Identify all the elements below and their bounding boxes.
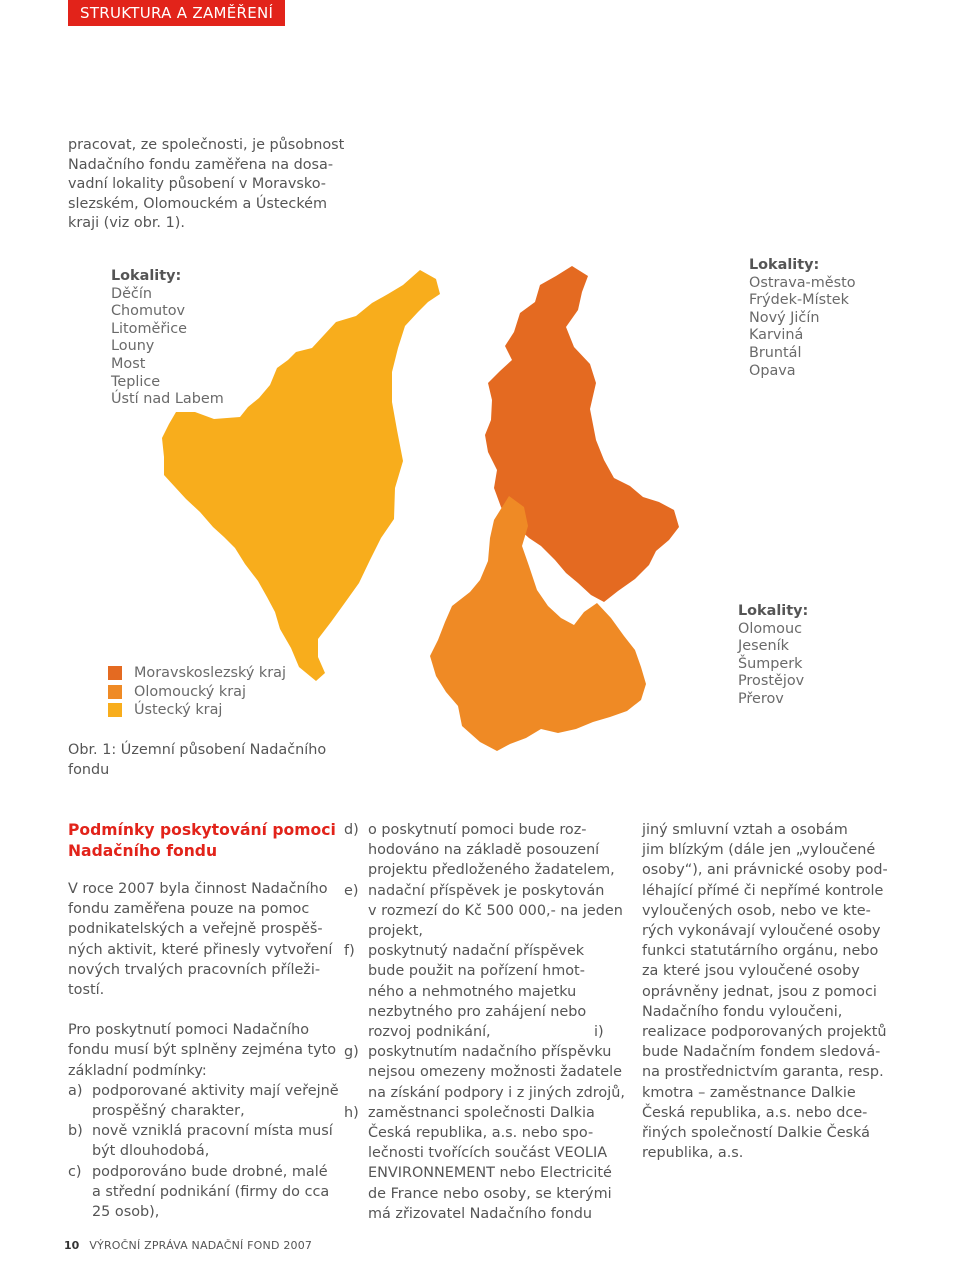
list-marker: a) xyxy=(68,1082,83,1099)
text-line: řiných společností Dalkie Česká xyxy=(642,1125,870,1142)
text-line: ENVIRONNEMENT nebo Electricité xyxy=(368,1165,612,1182)
text-line: být dlouhodobá, xyxy=(92,1143,210,1160)
list-item-continuation xyxy=(618,820,888,1022)
location-item: Jeseník xyxy=(738,638,789,655)
location-item: Chomutov xyxy=(111,303,186,320)
text-line: má zřizovatel Nadačního fondu xyxy=(368,1205,592,1222)
text-line: základní podmínky: xyxy=(68,1062,207,1079)
text-line: léhající přímé či nepřímé kontrole xyxy=(642,882,884,899)
text-line: fondu musí být splněny zejména tyto xyxy=(68,1042,337,1059)
text-line: projektu předloženého žadatelem, xyxy=(368,862,615,879)
legend-swatch xyxy=(108,703,122,717)
text-line: kmotra – zaměstnance Dalkie xyxy=(642,1084,856,1101)
intro-line: kraji (viz obr. 1). xyxy=(68,215,185,232)
text-line: oprávněny jednat, jsou z pomoci xyxy=(642,983,877,1000)
list-item xyxy=(594,1022,887,1163)
text-line: Pro poskytnutí pomoci Nadačního xyxy=(68,1022,310,1039)
text-line: na prostřednictvím garanta, resp. xyxy=(642,1064,884,1081)
text-line: podnikatelských a veřejně prospěš- xyxy=(68,921,323,938)
list-marker: f) xyxy=(344,943,355,960)
list-item xyxy=(344,820,615,881)
list-item xyxy=(344,1042,625,1103)
text-line: podporované aktivity mají veřejně xyxy=(92,1082,339,1099)
list-marker: b) xyxy=(68,1123,83,1140)
text-line: Česká republika, a.s. nebo dce- xyxy=(642,1104,868,1121)
text-line: rých vykonávají vyloučené osoby xyxy=(642,923,881,940)
intro-line: slezském, Olomouckém a Ústeckém xyxy=(68,195,328,212)
location-item: Bruntál xyxy=(749,344,802,361)
list-marker: i) xyxy=(594,1024,604,1041)
text-line: V roce 2007 byla činnost Nadačního xyxy=(68,881,328,897)
legend-item xyxy=(108,701,286,719)
list-marker: c) xyxy=(68,1163,82,1180)
text-column-3 xyxy=(594,820,888,1163)
section-heading xyxy=(68,820,336,861)
list-item xyxy=(344,1103,612,1224)
locations-heading: Lokality: xyxy=(738,603,809,619)
location-item: Šumperk xyxy=(738,655,803,672)
text-line: 25 osob), xyxy=(92,1204,160,1221)
text-line: poskytnutý nadační příspěvek xyxy=(368,943,585,960)
text-line: osoby“), ani právnické osoby pod- xyxy=(642,862,888,879)
list-marker: e) xyxy=(344,882,359,899)
map-legend xyxy=(108,664,286,720)
location-item: Louny xyxy=(111,338,155,355)
text-line: nových trvalých pracovních příleži- xyxy=(68,961,321,978)
text-line: republika, a.s. xyxy=(642,1145,744,1162)
intro-line: vadní lokality působení v Moravsko- xyxy=(68,176,326,193)
legend-swatch xyxy=(108,666,122,680)
location-item: Děčín xyxy=(111,285,152,302)
text-line: vyloučených osob, nebo ve kte- xyxy=(642,902,871,919)
text-line: de France nebo osoby, se kterými xyxy=(368,1185,612,1202)
list-marker: d) xyxy=(344,822,359,838)
text-line: v rozmezí do Kč 500 000,- na jeden xyxy=(368,902,623,919)
location-item: Olomouc xyxy=(738,620,802,637)
paragraph xyxy=(68,879,333,1000)
text-line: nadační příspěvek je poskytován xyxy=(368,882,605,899)
text-line: prospěšný charakter, xyxy=(92,1103,245,1120)
text-line: zaměstnanci společnosti Dalkia xyxy=(368,1104,595,1121)
intro-line: pracovat, ze společnosti, je působnost xyxy=(68,137,345,153)
list-item xyxy=(68,1081,339,1121)
legend-item xyxy=(108,683,286,701)
text-line: jim blízkým (dále jen „vyloučené xyxy=(642,842,876,859)
page-footer xyxy=(64,1239,312,1252)
figure-caption xyxy=(68,740,328,780)
text-column-1 xyxy=(68,820,339,1222)
list-item xyxy=(344,881,623,942)
text-line: hodováno na základě posouzení xyxy=(368,842,600,859)
olomoucky-locations xyxy=(738,603,808,709)
text-line: a střední podnikání (firmy do cca xyxy=(92,1183,330,1200)
caption-line: fondu xyxy=(68,762,110,778)
legend-label: Moravskoslezský kraj xyxy=(134,665,286,681)
locations-heading: Lokality: xyxy=(111,268,182,284)
location-item: Teplice xyxy=(111,373,161,390)
location-item: Most xyxy=(111,355,146,372)
list-item xyxy=(68,1162,330,1223)
legend-label: Ústecký kraj xyxy=(134,702,223,718)
text-line: o poskytnutí pomoci bude roz- xyxy=(368,822,587,838)
caption-line: Obr. 1: Územní působení Nadačního xyxy=(68,742,327,758)
text-line: nově vzniklá pracovní místa musí xyxy=(92,1123,333,1140)
paragraph xyxy=(68,1020,337,1081)
text-line: tostí. xyxy=(68,982,105,999)
text-line: lečnosti tvořících součást VEOLIA xyxy=(368,1145,608,1162)
footer-title: VÝROČNÍ ZPRÁVA NADAČNÍ FOND 2007 xyxy=(89,1239,313,1252)
legend-item xyxy=(108,664,286,682)
location-item: Nový Jičín xyxy=(749,309,820,326)
location-item: Frýdek-Místek xyxy=(749,292,849,309)
text-line: projekt, xyxy=(368,923,423,940)
legend-label: Olomoucký kraj xyxy=(134,683,246,700)
text-line: bude Nadačním fondem sledová- xyxy=(642,1044,881,1061)
text-line: nejsou omezeny možnosti žadatele xyxy=(368,1064,622,1081)
location-item: Opava xyxy=(749,362,796,379)
text-line: nezbytného pro zahájení nebo xyxy=(368,1003,587,1020)
list-item xyxy=(344,941,604,1042)
section-label: STRUKTURA A ZAMĚŘENÍ xyxy=(68,0,285,26)
location-item: Ústí nad Labem xyxy=(111,391,224,408)
location-item: Litoměřice xyxy=(111,320,188,337)
text-line: Nadačního fondu vyloučeni, xyxy=(642,1003,843,1020)
text-line: na získání podpory i z jiných zdrojů, xyxy=(368,1084,625,1101)
text-line: poskytnutím nadačního příspěvku xyxy=(368,1044,612,1061)
text-line: fondu zaměřena pouze na pomoc xyxy=(68,901,310,918)
heading-line: Podmínky poskytování pomoci xyxy=(68,821,336,839)
location-item: Ostrava-město xyxy=(749,274,856,291)
text-line: za které jsou vyloučené osoby xyxy=(642,963,860,980)
text-line: Česká republika, a.s. nebo spo- xyxy=(368,1125,594,1142)
locations-heading: Lokality: xyxy=(749,257,820,273)
text-line: realizace podporovaných projektů xyxy=(642,1024,887,1041)
text-line: podporováno bude drobné, malé xyxy=(92,1163,328,1180)
text-line: jiný smluvní vztah a osobám xyxy=(642,822,848,838)
intro-line: Nadačního fondu zaměřena na dosa- xyxy=(68,156,334,173)
text-line: bude použit na pořízení hmot- xyxy=(368,963,585,980)
page-number: 10 xyxy=(64,1239,80,1252)
legend-swatch xyxy=(108,685,122,699)
list-item-body xyxy=(618,1022,887,1163)
heading-line: Nadačního fondu xyxy=(68,841,218,860)
text-line: rozvoj podnikání, xyxy=(368,1024,491,1041)
moravskoslezsky-locations xyxy=(749,257,856,380)
list-marker: g) xyxy=(344,1044,359,1061)
ustecky-locations xyxy=(111,268,224,409)
text-column-2 xyxy=(344,820,625,1224)
list-item xyxy=(68,1121,333,1161)
text-line: ných aktivit, které přinesly vytvoření xyxy=(68,941,333,958)
text-line: funkci statutárního orgánu, nebo xyxy=(642,943,879,960)
location-item: Prostějov xyxy=(738,673,805,690)
location-item: Karviná xyxy=(749,327,804,344)
location-item: Přerov xyxy=(738,690,784,707)
list-marker: h) xyxy=(344,1104,359,1121)
text-line: ného a nehmotného majetku xyxy=(368,983,577,1000)
